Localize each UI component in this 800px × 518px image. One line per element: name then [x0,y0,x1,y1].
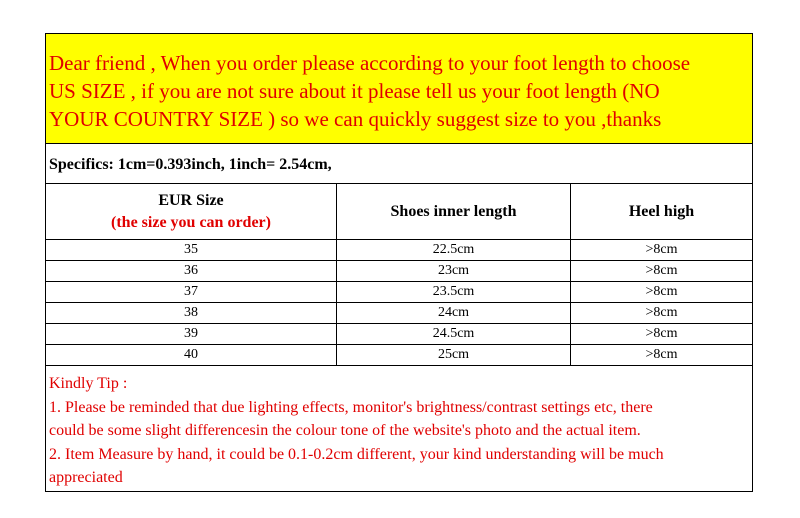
cell-eur-size: 36 [46,261,337,282]
cell-inner-length: 25cm [337,345,571,366]
cell-eur-size: 40 [46,345,337,366]
cell-eur-size: 37 [46,282,337,303]
cell-heel-high: >8cm [571,282,753,303]
cell-heel-high: >8cm [571,240,753,261]
tip-line-3: 2. Item Measure by hand, it could be 0.1-0.2cm different, your kind understanding will be much [49,445,664,463]
cell-eur-size: 35 [46,240,337,261]
cell-inner-length: 23cm [337,261,571,282]
cell-inner-length: 24cm [337,303,571,324]
header-inner-length: Shoes inner length [337,184,571,240]
table-row [46,324,752,345]
table-row [46,261,752,282]
size-table [46,184,752,366]
tip-line-1: 1. Please be reminded that due lighting effects, monitor's brightness/contrast settings etc, there [49,398,653,416]
table-row [46,345,752,366]
cell-heel-high: >8cm [571,303,753,324]
table-row [46,282,752,303]
cell-eur-size: 39 [46,324,337,345]
cell-heel-high: >8cm [571,261,753,282]
notice-line-3: YOUR COUNTRY SIZE ) so we can quickly suggest size to you ,thanks [49,107,662,131]
specifics-conversion: Specifics: 1cm=0.393inch, 1inch= 2.54cm, [46,145,752,184]
header-eur-label: EUR Size [158,191,224,209]
header-eur-size [46,184,337,240]
tip-line-2: could be some slight differencesin the colour tone of the website's photo and the actual item. [49,422,641,439]
table-row [46,240,752,261]
size-table-header [46,184,752,240]
notice-line-1: Dear friend , When you order please according to your foot length to choose [49,51,691,75]
table-row [46,303,752,324]
cell-inner-length: 24.5cm [337,324,571,345]
tip-line-4: appreciated [49,469,123,486]
cell-heel-high: >8cm [571,345,753,366]
notice-line-2: US SIZE , if you are not sure about it please tell us your foot length (NO [49,79,660,103]
cell-heel-high: >8cm [571,324,753,345]
tip-title: Kindly Tip : [49,375,128,392]
order-notice [46,34,752,144]
cell-eur-size: 38 [46,303,337,324]
header-eur-sublabel: (the size you can order) [111,213,271,231]
kindly-tip [46,369,752,491]
size-chart [45,33,753,492]
cell-inner-length: 23.5cm [337,282,571,303]
cell-inner-length: 22.5cm [337,240,571,261]
header-heel-high: Heel high [571,184,753,240]
